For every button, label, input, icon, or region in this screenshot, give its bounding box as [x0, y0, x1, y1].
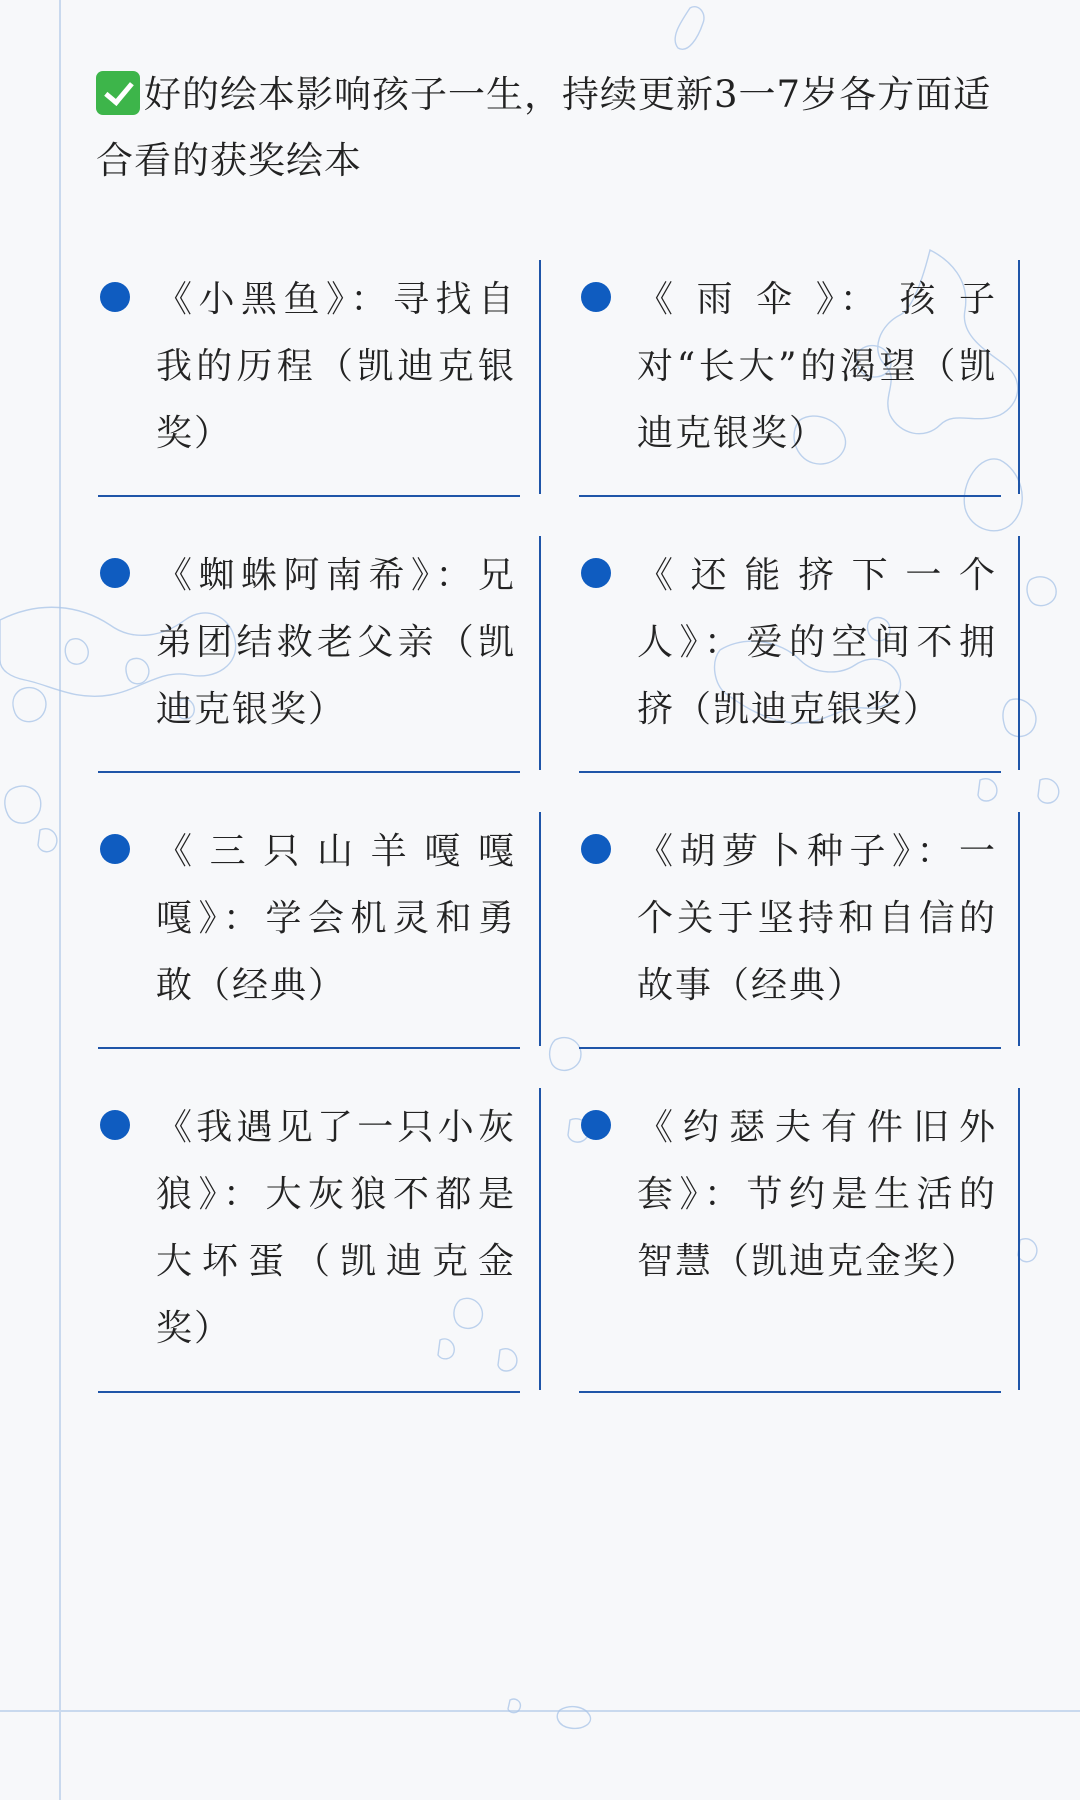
card-right-rule [1018, 260, 1020, 494]
card-bottom-rule [579, 1391, 1001, 1393]
book-card-7 [98, 1094, 538, 1394]
book-card-text: 《我遇见了一只小灰狼》：大灰狼不都是大坏蛋（凯迪克金奖） [156, 1107, 516, 1349]
bullet-dot-icon [581, 558, 611, 588]
card-right-rule [539, 1088, 541, 1390]
notebook-margin-line [59, 0, 61, 1800]
card-right-rule [1018, 812, 1020, 1046]
book-card-text: 《 还 能 挤 下 一 个 人》：爱的空间不拥挤（凯迪克银奖） [637, 555, 997, 730]
book-card-text: 《 三 只 山 羊 嘎 嘎 嘎》：学会机灵和勇敢（经典） [156, 831, 516, 1006]
bullet-dot-icon [100, 558, 130, 588]
book-card-1 [98, 266, 538, 500]
card-bottom-rule [579, 1047, 1001, 1049]
check-mark-emoji-icon [96, 71, 140, 115]
book-card-text: 《 雨 伞 》： 孩 子 对“长大”的渴望（凯迪克银奖） [637, 279, 997, 454]
card-bottom-rule [98, 1391, 520, 1393]
card-bottom-rule [579, 771, 1001, 773]
book-card-4 [579, 542, 1019, 776]
bullet-dot-icon [100, 834, 130, 864]
bullet-dot-icon [581, 834, 611, 864]
book-card-5 [98, 818, 538, 1052]
card-bottom-rule [98, 1047, 520, 1049]
card-right-rule [539, 536, 541, 770]
book-card-text: 《约瑟夫有件旧外套》：节约是生活的智慧（凯迪克金奖） [637, 1107, 997, 1282]
card-bottom-rule [98, 771, 520, 773]
book-card-text: 《胡萝卜种子》：一个关于坚持和自信的故事（经典） [637, 831, 997, 1006]
card-bottom-rule [98, 495, 520, 497]
bullet-dot-icon [581, 1110, 611, 1140]
card-right-rule [1018, 536, 1020, 770]
card-right-rule [539, 812, 541, 1046]
card-right-rule [539, 260, 541, 494]
page-title [96, 62, 1026, 194]
book-card-8 [579, 1094, 1019, 1394]
card-bottom-rule [579, 495, 1001, 497]
book-card-text: 《小黑鱼》：寻找自我的历程（凯迪克银奖） [156, 279, 516, 454]
page-title-line-2: 合看的获奖绘本 [96, 139, 362, 182]
card-right-rule [1018, 1088, 1020, 1390]
book-card-2 [579, 266, 1019, 500]
book-card-3 [98, 542, 538, 776]
book-card-6 [579, 818, 1019, 1052]
book-card-text: 《蜘蛛阿南希》：兄弟团结救老父亲（凯迪克银奖） [156, 555, 516, 730]
bullet-dot-icon [100, 282, 130, 312]
page-title-line-1: 好的绘本影响孩子一生，持续更新3一7岁各方面适 [144, 73, 992, 116]
bullet-dot-icon [100, 1110, 130, 1140]
bullet-dot-icon [581, 282, 611, 312]
notebook-bottom-line [0, 1710, 1080, 1712]
